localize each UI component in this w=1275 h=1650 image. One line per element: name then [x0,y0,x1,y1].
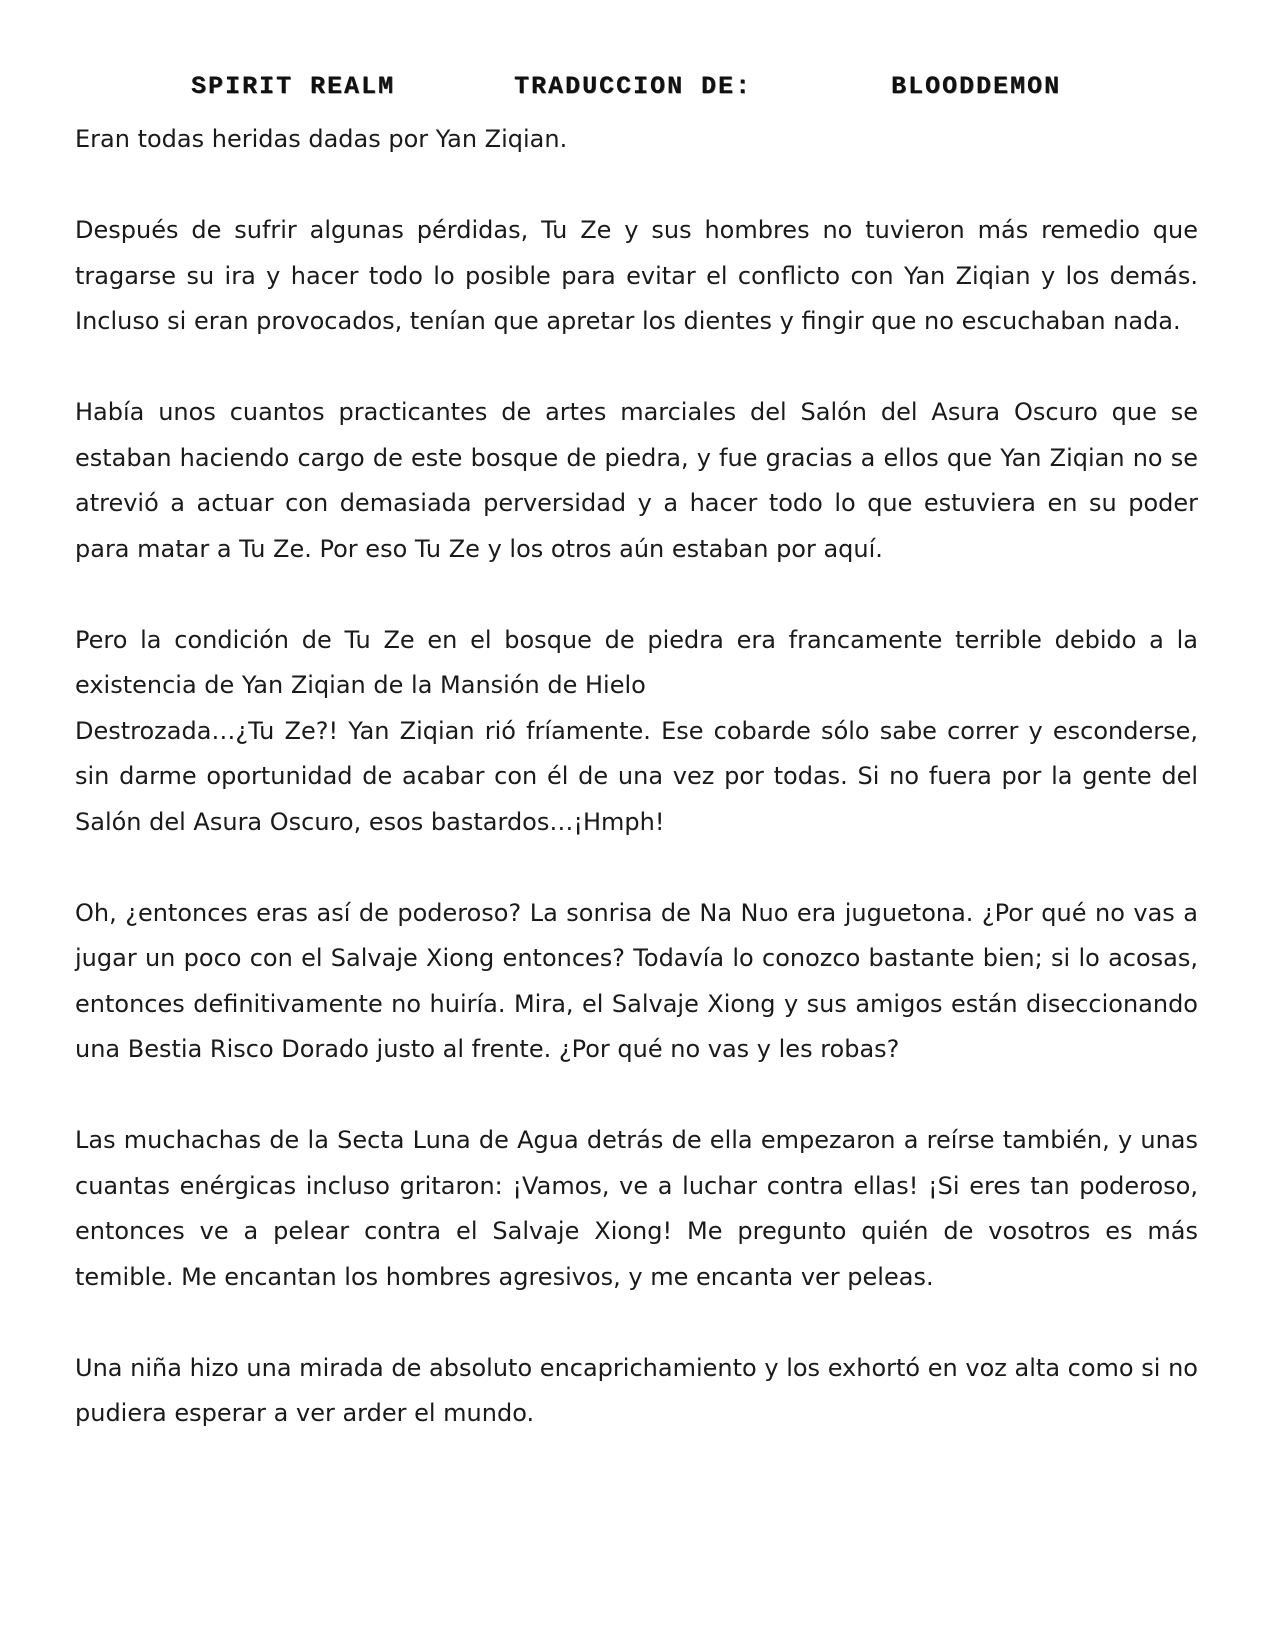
header-translation-label: TRADUCCION DE: [514,72,753,101]
paragraph: Destrozada…¿Tu Ze?! Yan Ziqian rió fríamente. Ese cobarde sólo sabe correr y esconderse, sin darme oportunidad de acabar con él de una vez por todas. Si no fuera por la gente del Salón del Asura Oscuro, esos bastardos…¡Hmph! [75,716,1198,836]
paragraph: Había unos cuantos practicantes de artes marciales del Salón del Asura Oscuro que se estaban haciendo cargo de este bosque de piedra, y fue gracias a ellos que Yan Ziqian no se atrevió a actuar con demasiada perversidad y a hacer todo lo que estuviera en su poder para matar a Tu Ze. Por eso Tu Ze y los otros aún estaban por aquí. [75,398,1198,563]
paragraph: Eran todas heridas dadas por Yan Ziqian. [75,125,568,153]
paragraph: Las muchachas de la Secta Luna de Agua detrás de ella empezaron a reírse también, y unas cuantas enérgicas incluso gritaron: ¡Vamos, ve a luchar contra ellas! ¡Si eres tan poderoso, entonces ve a pelear contra el Salvaje Xiong! Me pregunto quién de vosotros es más temible. Me encantan los hombres agresivos, y me encanta ver peleas. [75,1126,1198,1291]
page-header [0,72,1275,108]
paragraph: Después de sufrir algunas pérdidas, Tu Ze y sus hombres no tuvieron más remedio que tragarse su ira y hacer todo lo posible para evitar el conflicto con Yan Ziqian y los demás. Incluso si eran provocados, tenían que apretar los dientes y fingir que no escuchaban nada. [75,216,1198,335]
paragraph: Oh, ¿entonces eras así de poderoso? La sonrisa de Na Nuo era juguetona. ¿Por qué no vas a jugar un poco con el Salvaje Xiong entonces? Todavía lo conozco bastante bien; si lo acosas, entonces definitivamente no huiría. Mira, el Salvaje Xiong y sus amigos están diseccionando una Bestia Risco Dorado justo al frente. ¿Por qué no vas y les robas? [75,898,1198,1063]
header-title: SPIRIT REALM [191,72,396,101]
paragraph: Una niña hizo una mirada de absoluto encaprichamiento y los exhortó en voz alta como si no pudiera esperar a ver arder el mundo. [75,1353,1198,1427]
header-translator: BLOODDEMON [891,72,1062,101]
document-body [75,117,1198,1437]
paragraph: Pero la condición de Tu Ze en el bosque de piedra era francamente terrible debido a la existencia de Yan Ziqian de la Mansión de Hielo [75,625,1198,699]
